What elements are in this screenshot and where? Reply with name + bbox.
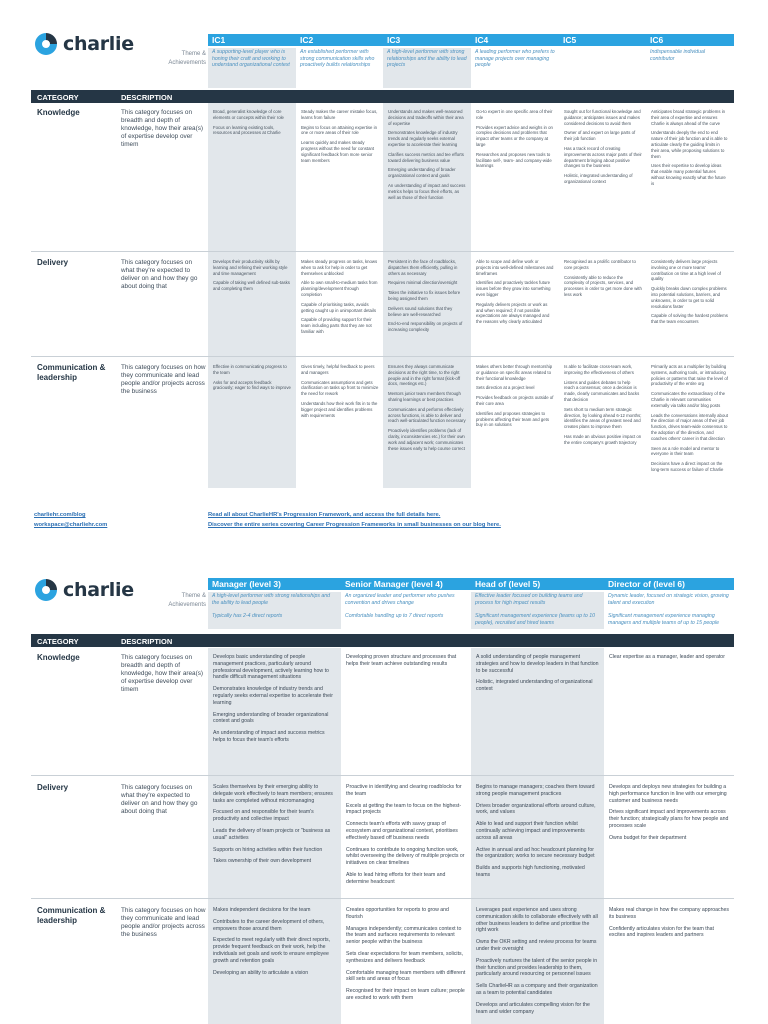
cell-bullet: Recognised for their impact on team culture; people are excited to work with them xyxy=(346,988,465,1001)
cell-bullet: Communicates the extraordinary of the Charlie in relevant communities externally via talks and/or blog posts xyxy=(651,391,726,408)
cell-bullet: Understands deeply the end to end nature of their job function and is able to articulate clearly the guiding limits in their area, while proposing solutions to them xyxy=(651,130,728,159)
cell-bullet: Leads the delivery of team projects or "business as usual" activities xyxy=(213,827,331,841)
cell-bullet: Consistently delivers large projects involving one or more teams' contribution on time at a high level of quality xyxy=(651,259,721,282)
cell-bullet: Develops and deploys new strategies for building a high performance function in line with our emerging customer and business needs xyxy=(609,784,727,804)
cell-bullet: Creates opportunities for reports to grow and flourish xyxy=(346,907,449,920)
framework-details-link[interactable]: Read all about CharlieHR's Progression Framework, and access the full details here. xyxy=(208,512,441,518)
cell-bullet: Capable of solving the hardest problems that the team encounters xyxy=(651,313,728,325)
level-header-6: Director of (level 6) xyxy=(604,578,734,590)
cell-bullet: Makes real change in how the company approaches its business xyxy=(609,907,729,920)
cell-bullet: Has made an obvious positive impact on the entire company's growth trajectory xyxy=(564,433,642,445)
management-framework-section xyxy=(0,568,768,1024)
cell-bullet: Proactively nurtures the talent of the senior people in their function and provides leadership to them, particularly around resourcing or personnel issues xyxy=(476,957,598,978)
charlie-logo-icon xyxy=(34,32,58,56)
level-cell xyxy=(208,259,296,354)
level-cell xyxy=(383,364,471,488)
cell-bullet: An understanding of impact and success metrics helps to focus their efforts, as well as those of their function xyxy=(388,182,466,200)
charlie-logo xyxy=(34,32,134,56)
level-cell xyxy=(471,109,559,249)
description-header: DESCRIPTION xyxy=(121,637,173,646)
theme-achievements-label: Theme & Achievements xyxy=(168,593,206,608)
level-cell xyxy=(646,109,734,249)
description-header: DESCRIPTION xyxy=(121,93,173,102)
cell-bullet: Understands how their work fits in to the bigger project and identifies problems with requirements xyxy=(301,400,378,418)
level-cell xyxy=(208,907,341,1024)
cell-bullet: Identifies and proposes strategies to problems affecting their team and gets buy in on solutions xyxy=(476,410,550,428)
cell-bullet: Begins to manage managers; coaches them toward strong people management practices xyxy=(476,784,595,797)
cell-bullet: Anticipates broad strategic problems in their area of expertise and ensures Charlie is always ahead of the curve xyxy=(651,109,726,126)
cell-bullet: Provides expert advice and weighs in on complex decisions and problems that impact other teams or the company at large xyxy=(476,124,553,147)
level-header-4: Senior Manager (level 4) xyxy=(341,578,471,590)
category-description: This category focuses on breadth and depth of knowledge, how their area(s) of expertise develop over timem xyxy=(121,654,204,693)
cell-bullet: Takes ownership of their own development xyxy=(213,858,312,865)
row-divider xyxy=(31,251,734,252)
cell-bullet: Focus on learning existing tools, resources and processes at Charlie xyxy=(213,124,281,136)
cell-bullet: Consistently able to reduce the complexity of projects, services, and processes in order to get more done with less work xyxy=(564,274,642,297)
level-cell xyxy=(208,364,296,488)
level-cell xyxy=(208,109,296,249)
category-name: Communication & leadership xyxy=(37,906,106,925)
cell-bullet: Emerging understanding of broader organizational context and goals xyxy=(213,711,329,725)
cell-bullet: Developing an ability to articulate a vision xyxy=(213,969,309,976)
level-cell xyxy=(559,259,647,354)
cell-bullet: Connects team's efforts with savvy grasp of ecosystem and organizational context, prioritises effectively based off business needs xyxy=(346,821,458,841)
cell-bullet: Delivers sound solutions that they believe are well-researched xyxy=(388,305,453,317)
cell-bullet: Broad, generalist knowledge of core elements or concepts within their role xyxy=(213,109,284,120)
level-cell xyxy=(471,654,604,776)
brand-name: charlie xyxy=(63,33,134,55)
cell-bullet: Persistent in the face of roadblocks, dispatches them efficiently, pulling in others as necessary xyxy=(388,259,458,276)
cell-bullet: Capable of providing support for their team including parts that they are not familiar with xyxy=(301,317,372,334)
level-team-size: Significant management experience managing managers and multiple teams of up to 15 people xyxy=(608,613,720,626)
cell-bullet: Primarily acts as a multiplier by building systems, authoring tools, or introducing policies or patterns that raise the level of productivity of the entire org xyxy=(651,364,728,387)
cell-bullet: Owns budget for their department xyxy=(609,834,687,841)
cell-bullet: Excels at getting the team to focus on the highest-impact projects xyxy=(346,802,462,816)
cell-bullet: Communicates assumptions and gets clarification on tasks up front to minimize the need for rework xyxy=(301,379,379,397)
cell-bullet: Quickly breaks down complex problems into potential solutions, barriers, and unknowns, in order to get to solid resolutions faster xyxy=(651,286,727,309)
cell-bullet: Mentors junior team members through sharing learnings or best practices xyxy=(388,391,461,402)
level-description: Indispensable individual contributor xyxy=(650,49,706,62)
level-cell xyxy=(208,654,341,776)
cell-bullet: Decisions have a direct impact on the long-term success or failure of Charlie xyxy=(651,461,724,472)
cell-bullet: Active in annual and ad hoc headcount planning for the organization; works to secure necessary budget xyxy=(476,846,595,860)
cell-bullet: Able to scope and define work or projects into well-defined milestones and timeframes xyxy=(476,259,554,276)
level-cell xyxy=(341,654,471,776)
level-description: A high-level performer with strong relationships and the ability to lead people xyxy=(212,593,331,606)
cell-bullet: Builds and supports high functioning, motivated teams xyxy=(476,865,585,878)
theme-achievements-label: Theme & Achievements xyxy=(168,51,206,66)
cell-bullet: Holistic, integrated understanding of organizational context xyxy=(564,173,633,184)
cell-bullet: Owns the OKR setting and review process for teams under their oversight xyxy=(476,939,597,952)
level-cell xyxy=(559,109,647,249)
level-cell xyxy=(471,784,604,898)
category-header-bar xyxy=(31,634,734,647)
cell-bullet: Leverages past experience and uses strong communication skills to collaborate effectively with all other business leaders to define and prioritise the right work xyxy=(476,907,598,934)
level-cell xyxy=(559,364,647,488)
level-team-size: Significant management experience (teams up to 10 people), recruited and hired teams xyxy=(475,613,595,626)
cell-bullet: Developing proven structure and processes that helps their team achieve outstanding results xyxy=(346,654,457,667)
cell-bullet: Able to lead hiring efforts for their team and determine headcount xyxy=(346,871,446,885)
category-name: Communication & leadership xyxy=(37,363,106,382)
email-link[interactable]: workspace@charliehr.com xyxy=(34,522,108,528)
cell-bullet: Researches and proposes new tools to facilitate self-, team- and company-wide learnings xyxy=(476,151,552,169)
cell-bullet: Develops basic understanding of people management practices, particularly around professional development, actively learning how to handle difficult management situations xyxy=(213,654,329,681)
cell-bullet: Focused on and responsible for their team's productivity and collective impact xyxy=(213,809,314,823)
cell-bullet: Contributes to the career development of others, empowers those around them xyxy=(213,918,325,932)
cell-bullet: Gives timely, helpful feedback to peers and managers xyxy=(301,364,375,375)
row-divider xyxy=(31,898,734,899)
cell-bullet: Clarifies success metrics and tee efforts toward delivering business value xyxy=(388,151,464,163)
level-cell xyxy=(383,109,471,249)
level-cell xyxy=(471,364,559,488)
level-cell xyxy=(383,259,471,354)
cell-bullet: Is able to facilitate cross-team work, improving the effectiveness of others xyxy=(564,364,634,375)
cell-bullet: Begins to focus on attaining expertise in one or more areas of their role xyxy=(301,124,377,136)
cell-bullet: Capable of prioritising tasks, avoids getting caught up in unimportant details xyxy=(301,301,377,313)
cell-bullet: Manages independently; communicates context to the team and surfaces requirements to relevant senior people within the business xyxy=(346,925,462,946)
level-cell xyxy=(208,784,341,898)
level-team-size: Comfortable handling up to 7 direct reports xyxy=(345,613,444,619)
cell-bullet: Takes the initiative to fix issues before being assigned them xyxy=(388,290,461,301)
level-header-ic1: IC1 xyxy=(208,34,296,46)
cell-bullet: Makes others better through mentorship or guidance on specific areas related to their functional knowledge xyxy=(476,364,553,381)
cell-bullet: Regularly delivers projects or work as and when required; if not possible expectations are always managed and the reasons why clearly articulated xyxy=(476,301,550,325)
cell-bullet: Comfortable managing team members with different skill sets and areas of focus xyxy=(346,969,466,983)
series-blog-link[interactable]: Discover the entire series covering Career Progression Frameworks in small businesses on our blog here. xyxy=(208,522,501,528)
cell-bullet: Able to own small-to-medium tasks from planning/development through completion xyxy=(301,280,378,297)
cell-bullet: Drives broader organizational efforts around culture, work, and values xyxy=(476,802,596,816)
cell-bullet: Recognised as a prolific contributor to core projects xyxy=(564,259,636,270)
cell-bullet: Develops and articulates compelling vision for the team and wider company xyxy=(476,1001,590,1015)
cell-bullet: Asks for and accepts feedback graciously; eager to find ways to improve xyxy=(213,379,291,391)
cell-bullet: Expected to meet regularly with their direct reports, provide frequent feedback on their work, help the individuals set goals and work to ensure employee growth and retention goals xyxy=(213,937,331,964)
level-team-size: Typically has 2-4 direct reports xyxy=(212,613,283,619)
cell-bullet: Identifies and proactively tackles future issues before they grow into something even bigger xyxy=(476,280,551,297)
blog-link[interactable]: charliehr.com/blog xyxy=(34,512,86,518)
cell-bullet: Go-to expert in one specific area of their role xyxy=(476,109,553,120)
level-header-ic4: IC4 xyxy=(471,34,559,46)
cell-bullet: Effective in communicating progress to the team xyxy=(213,364,287,375)
row-divider xyxy=(31,356,734,357)
cell-bullet: Proactively identifies problems (lack of clarity, inconsistencies etc.) for their own work and adjacent work; communicates these issues early to help course correct xyxy=(388,428,465,451)
level-cell xyxy=(604,784,734,898)
cell-bullet: Learns quickly and makes steady progress without the need for constant significant feedback from more senior team members xyxy=(301,140,375,163)
cell-bullet: Uses their expertise to develop ideas that enable many potential futures without knowing exactly what the future is xyxy=(651,163,726,186)
level-header-ic3: IC3 xyxy=(383,34,471,46)
level-cell xyxy=(341,784,471,898)
charlie-logo-icon xyxy=(34,578,58,602)
level-cell xyxy=(296,364,384,488)
cell-bullet: Listens and guides debates to help reach a consensus; once a decision is made, clearly communicates and backs that decision xyxy=(564,379,640,402)
cell-bullet: Provides feedback on projects outside of their core area xyxy=(476,395,554,406)
ic-framework-section xyxy=(0,22,768,534)
cell-bullet: Clear expertise as a manager, leader and operator xyxy=(609,654,725,660)
cell-bullet: Makes independent decisions for the team xyxy=(213,907,311,913)
level-header-3: Manager (level 3) xyxy=(208,578,341,590)
level-description: Dynamic leader, focused on strategic vision, growing talent and execution xyxy=(608,593,729,606)
category-header-bar xyxy=(31,90,734,103)
category-name: Knowledge xyxy=(37,653,80,662)
level-description: A leading performer who prefers to manage projects over managing people xyxy=(475,49,555,69)
cell-bullet: Has a track record of creating improvements across major parts of their department bringing about positive changes to the business xyxy=(564,145,642,169)
cell-bullet: Scales themselves by their emerging ability to delegate work effectively to team members; ensures tasks are completed without micromanaging xyxy=(213,784,333,804)
brand-name: charlie xyxy=(63,579,134,601)
category-name: Knowledge xyxy=(37,108,80,117)
cell-bullet: An understanding of impact and success metrics helps to focus their team's efforts xyxy=(213,730,325,743)
cell-bullet: Supports on hiring activities within their function xyxy=(213,846,323,853)
cell-bullet: Ensures they always communicate decisions at the right time, to the right people and in the right format (kick-off docs, meetings etc.) xyxy=(388,364,461,387)
cell-bullet: Sells CharlieHR as a company and their organization as a team to potential candidates xyxy=(476,983,598,996)
category-name: Delivery xyxy=(37,783,69,792)
charlie-logo xyxy=(34,578,134,602)
level-header-5: Head of (level 5) xyxy=(471,578,604,590)
category-name: Delivery xyxy=(37,258,69,267)
cell-bullet: Confidently articulates vision for the team that excites and inspires leaders and partners xyxy=(609,925,714,939)
cell-bullet: Understands and makes well-reasoned decisions and tradeoffs within their area of expertise xyxy=(388,109,464,126)
cell-bullet: Requires minimal direction/oversight xyxy=(388,280,458,286)
level-description: An established performer with strong communication skills who proactively builds relationships xyxy=(300,49,375,69)
row-divider xyxy=(31,775,734,776)
category-header: CATEGORY xyxy=(37,637,79,646)
level-header-ic2: IC2 xyxy=(296,34,384,46)
category-header: CATEGORY xyxy=(37,93,79,102)
level-cell xyxy=(646,364,734,488)
level-cell xyxy=(341,907,471,1024)
category-description: This category focuses on what they're expected to deliver on and how they go about doing that xyxy=(121,784,198,815)
level-cell xyxy=(296,259,384,354)
cell-bullet: Sets short to medium term strategic direction, by looking ahead 6-12 months; identifies the areas of greatest need and creates plans to improve them xyxy=(564,406,642,430)
cell-bullet: Sought out for functional knowledge and guidance; anticipates issues and makes considered decisions to avoid them xyxy=(564,109,641,126)
cell-bullet: Demonstrates knowledge of industry trends and regularly seeks external expertise to accelerate their learning xyxy=(213,686,333,706)
level-description: An organized leader and performer who pushes convention and drives change xyxy=(345,593,455,606)
cell-bullet: Holistic, integrated understanding of organizational context xyxy=(476,679,593,693)
cell-bullet: Demonstrates knowledge of industry trends and regularly seeks external expertise to accelerate their learning xyxy=(388,130,458,147)
level-cell xyxy=(471,907,604,1024)
cell-bullet: Develops their productivity skills by learning and refining their working style and time management xyxy=(213,259,288,276)
level-header-ic6: IC6 xyxy=(646,34,734,46)
cell-bullet: Makes steady progress on tasks, knows when to ask for help in order to get themselves unblocked xyxy=(301,259,378,276)
level-description: A supporting-level player who is honing their craft and working to understand organizational context xyxy=(212,49,290,69)
category-description: This category focuses on breadth and depth of knowledge, how their area(s) of expertise develop over timem xyxy=(121,109,204,148)
level-description: Effective leader focused on building teams and process for high impact results xyxy=(475,593,583,606)
level-description: A high-level performer with strong relationships and the ability to lead projects xyxy=(387,49,467,69)
cell-bullet: Owner of and expert on large parts of their job function xyxy=(564,130,636,142)
level-cell xyxy=(471,259,559,354)
category-description: This category focuses on how they communicate and lead people and/or projects across the business xyxy=(121,364,206,395)
level-cell xyxy=(296,109,384,249)
cell-bullet: Capable of taking well defined sub-tasks and completing them xyxy=(213,280,290,292)
level-cell xyxy=(646,259,734,354)
cell-bullet: Able to lead and support their function whilst continually achieving impact and improvements across all areas xyxy=(476,821,585,841)
cell-bullet: Seen as a role model and mentor to everyone in their team xyxy=(651,445,720,457)
cell-bullet: Proactive in identifying and clearing roadblocks for the team xyxy=(346,784,462,797)
cell-bullet: Communicates and performs effectively across functions, is able to deliver and reach well-articulated function necessary xyxy=(388,406,466,424)
cell-bullet: End-to-end responsibility on projects of increasing complexity xyxy=(388,321,463,333)
category-description: This category focuses on how they communicate and lead people and/or projects across the business xyxy=(121,907,206,938)
cell-bullet: Leads the conversations internally about the direction of major areas of their job function, drives team-wide consensus to the adoption of the direction, and coaches others' career in that direction xyxy=(651,412,728,441)
cell-bullet: Drives significant impact and improvements across their function; strategically plans for how people and processes scale xyxy=(609,809,729,829)
cell-bullet: Steady makes the career mistake focus, learns from failure xyxy=(301,109,378,120)
cell-bullet: Sets direction at a project level xyxy=(476,385,535,391)
category-description: This category focuses on what they're expected to deliver on and how they go about doing that xyxy=(121,259,198,290)
level-header-ic5: IC5 xyxy=(559,34,647,46)
cell-bullet: Emerging understanding of broader organizational context and goals xyxy=(388,167,456,179)
cell-bullet: Sets clear expectations for team members, solicits, synthesizes and delivers feedback xyxy=(346,950,464,964)
cell-bullet: Continues to contribute to ongoing function work, whilst overseeing the delivery of multiple projects or initiatives on clear timelines xyxy=(346,846,465,867)
level-cell xyxy=(604,907,734,1024)
level-cell xyxy=(604,654,734,776)
cell-bullet: A solid understanding of people management strategies and how to develop leaders in that function to be successful xyxy=(476,654,599,674)
